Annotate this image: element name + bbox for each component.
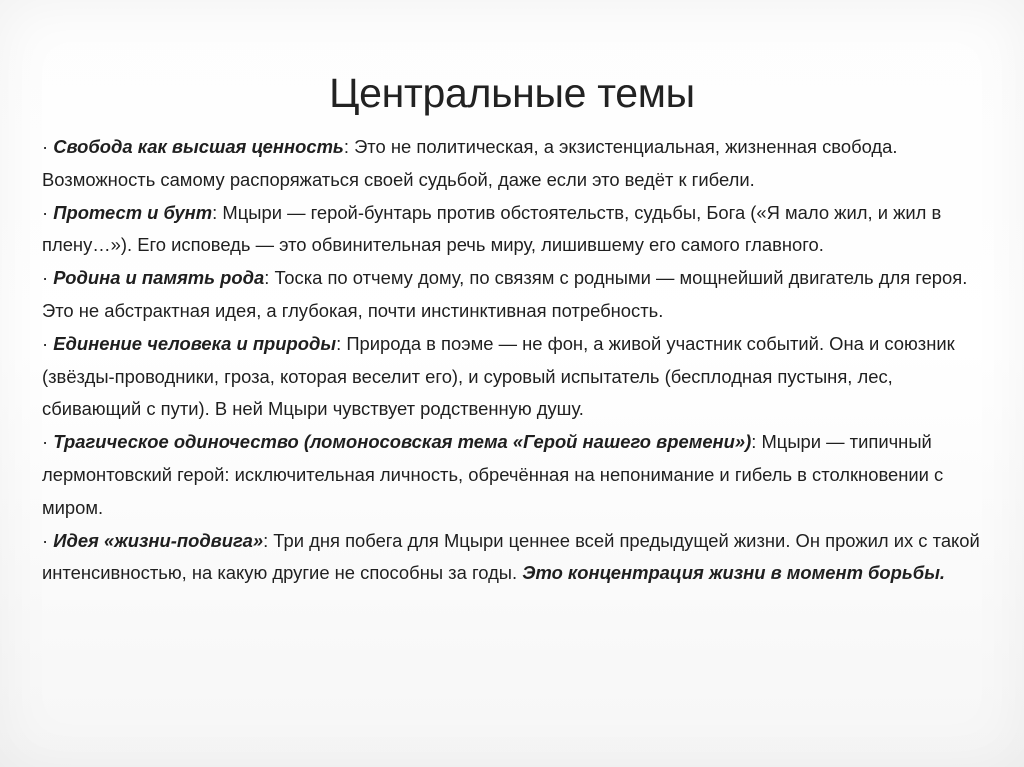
theme-text: Мцыри — герой-бунтарь против обстоятельств, судьбы, Бога («Я мало жил, и жил в плену…»). Его исповедь — это обвинительная речь миру, лишившему его самого главного.: [42, 201, 942, 256]
theme-text: Тоска по отчему дому, по связям с родными — мощнейший двигатель для героя. Это не абстрактная идея, а глубокая, почти инстинктивная потребность.: [42, 267, 968, 321]
theme-separator: :: [263, 529, 269, 551]
theme-emphasis: Это концентрация жизни в момент борьбы.: [522, 562, 946, 584]
bullet: ·: [42, 201, 54, 223]
bullet: ·: [42, 529, 54, 551]
bullet: ·: [42, 431, 54, 453]
theme-text: Природа в поэме — не фон, а живой участник событий. Она и союзник (звёзды-проводники, гроза, которая веселит его), и суровый испытатель (бесплодная пустыня, лес, сбивающий с пути). В ней Мцыри чувствует родственную душу.: [42, 332, 955, 420]
theme-heading: Свобода как высшая ценность: [53, 136, 344, 157]
theme-heading: Протест и бунт: [53, 201, 213, 223]
theme-item-freedom: [42, 131, 987, 197]
theme-separator: :: [212, 201, 218, 223]
theme-item-loneliness: [42, 426, 987, 524]
slide-body: [42, 131, 987, 590]
theme-text: Это не политическая, а экзистенциальная, жизненная свобода. Возможность самому распоряжаться своей судьбой, даже если это ведёт к гибели.: [42, 136, 898, 190]
theme-heading: Родина и память рода: [53, 267, 265, 289]
theme-separator: :: [264, 267, 270, 289]
bullet: ·: [42, 267, 54, 289]
theme-item-life-feat: [42, 525, 987, 591]
bullet: ·: [42, 332, 54, 354]
theme-heading: Единение человека и природы: [53, 332, 337, 354]
theme-item-homeland: [42, 262, 987, 328]
theme-text: Мцыри — типичный лермонтовский герой: исключительная личность, обречённая на непонимание и гибель в столкновении с миром.: [42, 431, 944, 518]
theme-separator: :: [751, 431, 757, 453]
theme-separator: :: [343, 136, 349, 157]
bullet: ·: [42, 136, 54, 157]
theme-item-protest: [42, 197, 987, 263]
slide-title: Центральные темы: [329, 70, 695, 116]
theme-heading: Трагическое одиночество (ломоносовская тема «Герой нашего времени»): [53, 431, 752, 453]
theme-heading: Идея «жизни-подвига»: [53, 529, 264, 551]
theme-text: Три дня побега для Мцыри ценнее всей предыдущей жизни. Он прожил их с такой интенсивностью, на какую другие не способны за годы.: [42, 529, 980, 584]
theme-separator: :: [336, 332, 342, 354]
theme-item-nature: [42, 328, 987, 426]
